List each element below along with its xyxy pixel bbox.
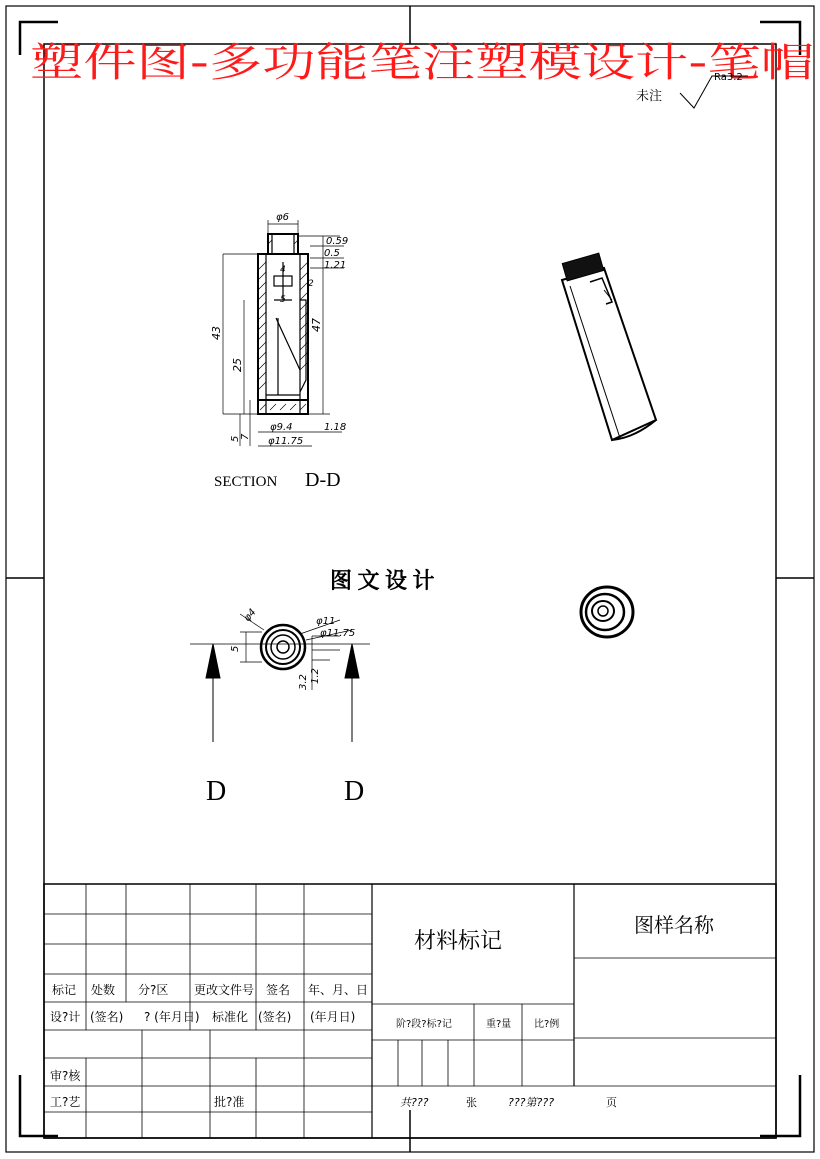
design-date: ? (年月日) [144, 1010, 200, 1024]
col-zone: 分?区 [138, 983, 169, 997]
page-number: ???第??? [508, 1096, 555, 1109]
standard-date: (年月日) [310, 1010, 356, 1024]
section-label: SECTION [214, 474, 278, 490]
dim-118: 1.18 [324, 422, 347, 433]
dim-d94: φ9.4 [270, 422, 293, 433]
col-change-doc: 更改文件号 [194, 983, 255, 997]
dim-5-bottom: 5 [230, 435, 241, 442]
top-dim-d4: φ4 [241, 606, 259, 624]
col-date: 年、月、日 [308, 983, 369, 997]
process-label: 工?艺 [50, 1095, 81, 1109]
col-count: 处数 [91, 983, 116, 997]
cut-label-left: D [206, 776, 227, 807]
dim-059: 0.59 [326, 236, 349, 247]
standard-label: 标准化 [212, 1010, 249, 1024]
dim-43: 43 [210, 326, 223, 340]
top-dim-12: 1.2 [310, 668, 321, 684]
design-label: 设?计 [50, 1010, 81, 1024]
weight-label: 重?量 [486, 1019, 512, 1030]
pen-cap-3d-view [562, 253, 656, 440]
top-dim-d1175: φ11.75 [320, 628, 356, 639]
roughness-value: Ra3.2 [714, 72, 743, 83]
dim-5-inner: 5 [280, 295, 286, 305]
dim-25: 25 [231, 358, 244, 372]
top-dim-d11: φ11 [316, 616, 336, 627]
review-label: 审?核 [50, 1069, 81, 1083]
dim-47: 47 [310, 318, 323, 332]
page-title: 塑件图-多功能笔注塑模设计-笔帽 [30, 40, 814, 86]
section-id: D-D [305, 469, 341, 491]
approve-label: 批?准 [214, 1095, 245, 1109]
dim-05: 0.5 [324, 248, 340, 259]
dim-7: 7 [240, 433, 251, 440]
top-dim-32: 3.2 [298, 674, 309, 690]
scale-label: 比?例 [534, 1019, 560, 1030]
col-mark: 标记 [52, 983, 77, 997]
roughness-note: 未注 [636, 89, 663, 104]
standard-sign: (签名) [258, 1010, 292, 1024]
cut-label-right: D [344, 776, 365, 807]
total-sheets: 共??? [400, 1096, 429, 1109]
design-sign: (签名) [90, 1010, 124, 1024]
sheets-label: 张 [466, 1096, 477, 1109]
center-text: 图 文 设 计 [330, 568, 435, 593]
material-label: 材料标记 [414, 929, 503, 954]
pen-cap-end-3d [581, 587, 633, 637]
stage-mark-label: 阶?段?标?记 [396, 1019, 452, 1030]
top-view [190, 614, 370, 690]
dim-d1175: φ11.75 [268, 436, 304, 447]
dim-d6: φ6 [276, 212, 289, 223]
dim-121: 1.21 [324, 260, 347, 271]
top-dim-5: 5 [230, 645, 241, 652]
page-label: 页 [606, 1096, 617, 1109]
dim-2: 2 [308, 279, 314, 289]
dim-4: 4 [280, 265, 286, 275]
drawing-name-label: 图样名称 [634, 913, 714, 937]
col-sign: 签名 [266, 983, 291, 997]
